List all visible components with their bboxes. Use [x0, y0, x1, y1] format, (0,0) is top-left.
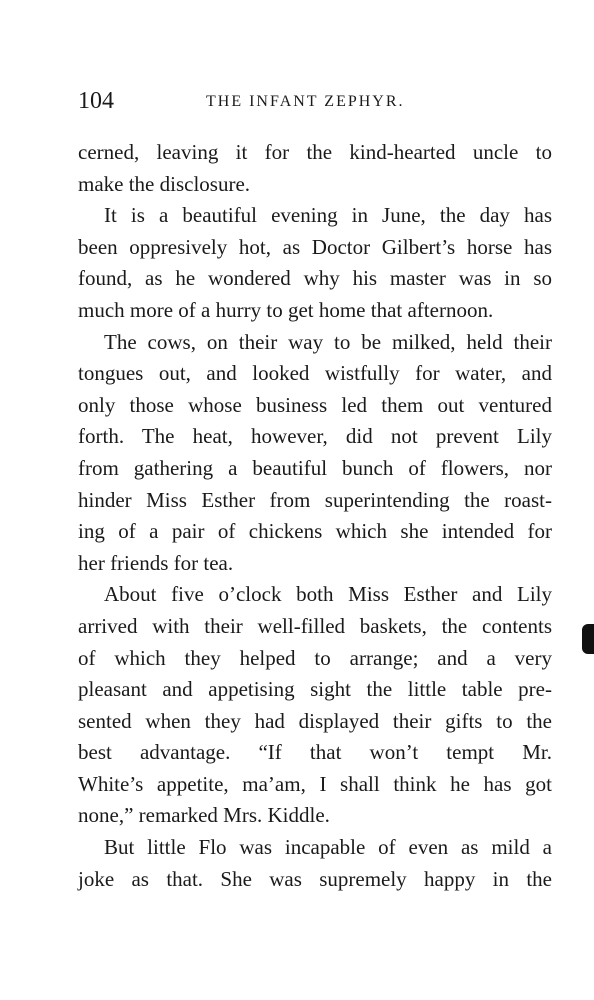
text-line: her friends for tea. [78, 550, 234, 575]
text-line: The cows, on their way to be milked, held their [104, 329, 552, 354]
text-line: best advantage. “If that won’t tempt Mr. [78, 740, 552, 765]
text-line: sented when they had displayed their gifts to the [78, 708, 552, 733]
text-line: tongues out, and looked wistfully for water, and [78, 361, 552, 386]
text-line: But little Flo was incapable of even as mild a [104, 835, 552, 860]
text-line: It is a beautiful evening in June, the day has [104, 203, 552, 228]
margin-ink-mark [582, 624, 594, 654]
text-line: ing of a pair of chickens which she intended for [78, 519, 552, 544]
running-head: THE INFANT ZEPHYR. [206, 93, 405, 110]
body-text [78, 137, 552, 895]
text-line: of which they helped to arrange; and a very [78, 645, 552, 670]
text-line: none,” remarked Mrs. Kiddle. [78, 803, 330, 828]
text-line: arrived with their well-filled baskets, the contents [78, 613, 552, 638]
text-line: only those whose business led them out ventured [78, 392, 552, 417]
text-line: cerned, leaving it for the kind-hearted uncle to [78, 140, 552, 164]
text-line: pleasant and appetising sight the little table pre- [78, 677, 552, 702]
text-line: from gathering a beautiful bunch of flowers, nor [78, 455, 552, 480]
text-line: joke as that. She was supremely happy in the [78, 866, 552, 891]
text-line: forth. The heat, however, did not prevent Lily [78, 424, 552, 449]
text-line: White’s appetite, ma’am, I shall think he has got [78, 771, 552, 796]
text-line: make the disclosure. [78, 171, 251, 196]
text-line: About five o’clock both Miss Esther and Lily [104, 582, 552, 607]
text-line: hinder Miss Esther from superintending the roast- [78, 487, 552, 512]
text-line: been oppresively hot, as Doctor Gilbert’s horse has [78, 234, 552, 259]
page-header [78, 86, 552, 120]
text-line: found, as he wondered why his master was in so [78, 266, 552, 291]
page-number: 104 [78, 88, 114, 114]
text-line: much more of a hurry to get home that afternoon. [78, 297, 494, 322]
